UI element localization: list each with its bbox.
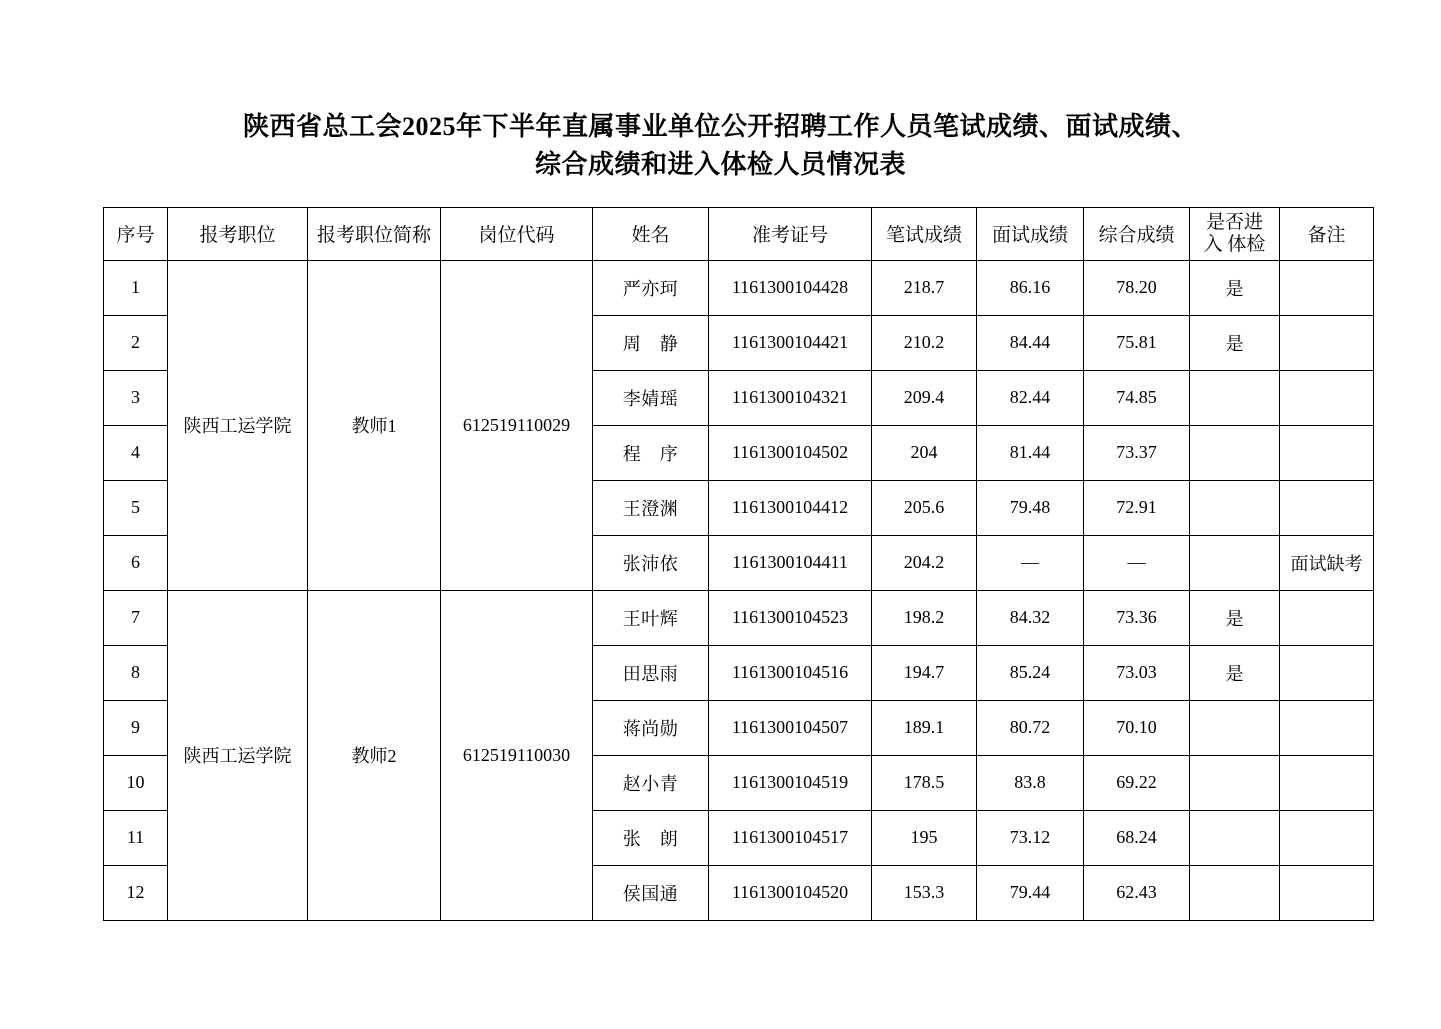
cell-total-score: 75.81 xyxy=(1084,315,1190,370)
column-header-interview-score: 面试成绩 xyxy=(977,207,1084,260)
table-row xyxy=(104,260,1374,315)
cell-written-score: 205.6 xyxy=(872,480,977,535)
cell-physical-exam xyxy=(1190,480,1280,535)
cell-remark xyxy=(1280,590,1374,645)
cell-position-abbr: 教师2 xyxy=(308,590,441,920)
cell-physical-exam xyxy=(1190,425,1280,480)
cell-physical-exam xyxy=(1190,810,1280,865)
cell-remark xyxy=(1280,315,1374,370)
cell-interview-score: 80.72 xyxy=(977,700,1084,755)
cell-remark xyxy=(1280,865,1374,920)
cell-total-score: 73.03 xyxy=(1084,645,1190,700)
cell-ticket: 1161300104516 xyxy=(709,645,872,700)
cell-name: 侯国通 xyxy=(593,865,709,920)
page-title-line-2: 综合成绩和进入体检人员情况表 xyxy=(534,150,906,180)
cell-name: 严亦珂 xyxy=(593,260,709,315)
cell-name: 王澄渊 xyxy=(593,480,709,535)
cell-total-score: — xyxy=(1084,535,1190,590)
cell-total-score: 73.37 xyxy=(1084,425,1190,480)
cell-remark: 面试缺考 xyxy=(1280,535,1374,590)
cell-physical-exam xyxy=(1190,700,1280,755)
cell-name: 田思雨 xyxy=(593,645,709,700)
cell-remark xyxy=(1280,260,1374,315)
cell-seq: 8 xyxy=(104,645,168,700)
cell-remark xyxy=(1280,370,1374,425)
cell-written-score: 189.1 xyxy=(872,700,977,755)
grades-table xyxy=(103,207,1374,921)
column-header-position: 报考职位 xyxy=(168,207,308,260)
cell-seq: 6 xyxy=(104,535,168,590)
cell-written-score: 209.4 xyxy=(872,370,977,425)
cell-total-score: 62.43 xyxy=(1084,865,1190,920)
cell-seq: 2 xyxy=(104,315,168,370)
cell-ticket: 1161300104502 xyxy=(709,425,872,480)
cell-job-code: 612519110030 xyxy=(441,590,593,920)
cell-name: 赵小青 xyxy=(593,755,709,810)
cell-physical-exam xyxy=(1190,865,1280,920)
cell-seq: 3 xyxy=(104,370,168,425)
cell-total-score: 68.24 xyxy=(1084,810,1190,865)
cell-written-score: 194.7 xyxy=(872,645,977,700)
table-header-row xyxy=(104,207,1374,260)
cell-ticket: 1161300104412 xyxy=(709,480,872,535)
column-header-written-score: 笔试成绩 xyxy=(872,207,977,260)
cell-interview-score: 83.8 xyxy=(977,755,1084,810)
cell-interview-score: — xyxy=(977,535,1084,590)
column-header-ticket: 准考证号 xyxy=(709,207,872,260)
cell-physical-exam: 是 xyxy=(1190,315,1280,370)
cell-job-code: 612519110029 xyxy=(441,260,593,590)
cell-interview-score: 86.16 xyxy=(977,260,1084,315)
cell-total-score: 69.22 xyxy=(1084,755,1190,810)
cell-seq: 1 xyxy=(104,260,168,315)
cell-ticket: 1161300104517 xyxy=(709,810,872,865)
cell-ticket: 1161300104520 xyxy=(709,865,872,920)
cell-total-score: 78.20 xyxy=(1084,260,1190,315)
cell-seq: 4 xyxy=(104,425,168,480)
column-header-physical-exam-line-1: 是否进 xyxy=(1205,211,1263,233)
cell-physical-exam: 是 xyxy=(1190,645,1280,700)
cell-ticket: 1161300104523 xyxy=(709,590,872,645)
cell-remark xyxy=(1280,810,1374,865)
table-body xyxy=(104,260,1374,920)
cell-seq: 11 xyxy=(104,810,168,865)
cell-physical-exam xyxy=(1190,535,1280,590)
cell-position-abbr: 教师1 xyxy=(308,260,441,590)
cell-written-score: 195 xyxy=(872,810,977,865)
cell-position: 陕西工运学院 xyxy=(168,590,308,920)
cell-total-score: 73.36 xyxy=(1084,590,1190,645)
cell-name: 张 朗 xyxy=(593,810,709,865)
cell-physical-exam: 是 xyxy=(1190,590,1280,645)
column-header-physical-exam-line-2: 入 体检 xyxy=(1203,233,1266,255)
cell-seq: 9 xyxy=(104,700,168,755)
table-row xyxy=(104,590,1374,645)
column-header-job-code: 岗位代码 xyxy=(441,207,593,260)
cell-interview-score: 82.44 xyxy=(977,370,1084,425)
cell-remark xyxy=(1280,700,1374,755)
cell-name: 张沛依 xyxy=(593,535,709,590)
cell-name: 程 序 xyxy=(593,425,709,480)
cell-position: 陕西工运学院 xyxy=(168,260,308,590)
cell-ticket: 1161300104421 xyxy=(709,315,872,370)
column-header-physical-exam xyxy=(1190,207,1280,260)
cell-interview-score: 73.12 xyxy=(977,810,1084,865)
column-header-seq: 序号 xyxy=(104,207,168,260)
cell-total-score: 70.10 xyxy=(1084,700,1190,755)
cell-remark xyxy=(1280,645,1374,700)
cell-ticket: 1161300104519 xyxy=(709,755,872,810)
cell-seq: 12 xyxy=(104,865,168,920)
cell-name: 周 静 xyxy=(593,315,709,370)
cell-interview-score: 84.44 xyxy=(977,315,1084,370)
cell-remark xyxy=(1280,425,1374,480)
cell-written-score: 153.3 xyxy=(872,865,977,920)
cell-remark xyxy=(1280,480,1374,535)
cell-seq: 10 xyxy=(104,755,168,810)
page-title xyxy=(0,0,1441,185)
cell-written-score: 218.7 xyxy=(872,260,977,315)
cell-total-score: 74.85 xyxy=(1084,370,1190,425)
page-title-line-1: 陕西省总工会2025年下半年直属事业单位公开招聘工作人员笔试成绩、面试成绩、 xyxy=(242,112,1198,141)
cell-total-score: 72.91 xyxy=(1084,480,1190,535)
cell-ticket: 1161300104321 xyxy=(709,370,872,425)
cell-seq: 5 xyxy=(104,480,168,535)
cell-interview-score: 79.48 xyxy=(977,480,1084,535)
cell-ticket: 1161300104428 xyxy=(709,260,872,315)
cell-name: 蒋尚勋 xyxy=(593,700,709,755)
cell-seq: 7 xyxy=(104,590,168,645)
cell-physical-exam xyxy=(1190,370,1280,425)
cell-written-score: 198.2 xyxy=(872,590,977,645)
cell-ticket: 1161300104411 xyxy=(709,535,872,590)
grades-table-container xyxy=(103,207,1363,921)
cell-written-score: 204 xyxy=(872,425,977,480)
cell-interview-score: 85.24 xyxy=(977,645,1084,700)
cell-written-score: 204.2 xyxy=(872,535,977,590)
column-header-total-score: 综合成绩 xyxy=(1084,207,1190,260)
column-header-remark: 备注 xyxy=(1280,207,1374,260)
cell-remark xyxy=(1280,755,1374,810)
cell-name: 王叶辉 xyxy=(593,590,709,645)
column-header-name: 姓名 xyxy=(593,207,709,260)
cell-interview-score: 79.44 xyxy=(977,865,1084,920)
cell-ticket: 1161300104507 xyxy=(709,700,872,755)
cell-name: 李婧瑶 xyxy=(593,370,709,425)
cell-physical-exam: 是 xyxy=(1190,260,1280,315)
column-header-position-abbr: 报考职位简称 xyxy=(308,207,441,260)
cell-physical-exam xyxy=(1190,755,1280,810)
cell-interview-score: 84.32 xyxy=(977,590,1084,645)
cell-written-score: 210.2 xyxy=(872,315,977,370)
cell-written-score: 178.5 xyxy=(872,755,977,810)
table-header xyxy=(104,207,1374,260)
cell-interview-score: 81.44 xyxy=(977,425,1084,480)
